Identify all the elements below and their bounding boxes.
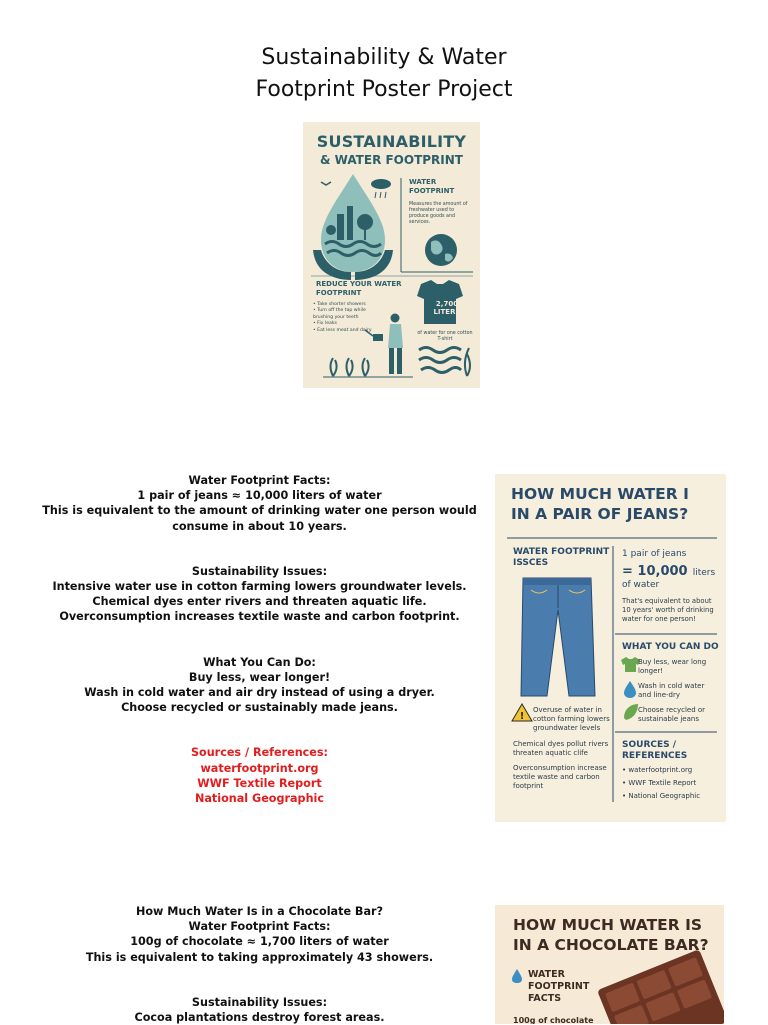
water-drop-icon <box>512 969 522 983</box>
actions-section <box>28 655 491 716</box>
facts-section <box>28 473 491 534</box>
jeans-poster <box>495 474 726 822</box>
page-title <box>0 42 768 106</box>
list-item: Intensive water use in cotton farming lowers groundwater levels. <box>52 580 467 594</box>
water-footprint-heading: WATER FOOTPRINT <box>409 178 455 195</box>
source-link[interactable]: waterfootprint.org <box>200 761 319 775</box>
issues-section <box>28 564 491 625</box>
building-icon <box>347 206 353 240</box>
list-item: Chemical dyes enter rivers and threaten aquatic life. <box>92 595 427 609</box>
list-item: Choose recycled or sustainably made jeans. <box>121 701 398 715</box>
list-item: Buy less, wear long longer! <box>638 658 707 675</box>
facts-line: This is equivalent to the amount of drinking water one person would consume in about 10 years. <box>42 504 477 533</box>
what-you-can-do-heading: WHAT YOU CAN DO <box>622 642 719 652</box>
list-item: • Fix leaks <box>313 321 381 327</box>
jeans-poster-title: HOW MUCH WATER I IN A PAIR OF JEANS? <box>511 485 689 523</box>
sources-heading: Sources / References: <box>190 746 329 760</box>
facts-heading: Water Footprint Facts: <box>188 920 331 934</box>
tree-icon <box>326 225 336 235</box>
plant-icon <box>331 358 337 376</box>
chocolate-poster <box>495 905 724 1024</box>
list-item: Overconsumption increases textile waste and carbon footprint. <box>59 610 460 624</box>
facts-section <box>28 904 491 965</box>
list-item: • Take shorter showers <box>313 302 381 308</box>
section-title: How Much Water Is in a Chocolate Bar? <box>135 905 384 918</box>
list-item: • waterfootprint.org <box>622 766 693 774</box>
poster-title-line-2: & WATER FOOTPRINT <box>319 153 463 167</box>
bird-icon <box>321 182 331 185</box>
water-footprint-description: Measures the amount of freshwater used to produce goods and services. <box>409 202 468 225</box>
jeans-text-block <box>28 473 491 806</box>
issues-section <box>28 995 491 1025</box>
list-item: • Eat less meat and dairy <box>313 328 381 334</box>
sustainability-poster <box>303 122 480 388</box>
water-drop-icon <box>624 681 636 698</box>
watering-can-icon <box>373 334 383 341</box>
sources-heading: SOURCES / REFERENCES <box>622 740 688 761</box>
water-footprint-heading: WATER FOOTPRINT ISSCES <box>513 547 610 568</box>
list-item: Buy less, wear longer! <box>188 670 331 684</box>
chocolate-bar-icon <box>597 949 724 1024</box>
list-item: • WWF Textile Report <box>622 779 697 787</box>
list-item: • National Geographic <box>622 792 701 800</box>
facts-line: 1 pair of jeans ≈ 10,000 liters of water <box>137 489 382 503</box>
facts-line: This is equivalent to taking approximately 43 showers. <box>85 950 434 964</box>
chocolate-text-block <box>28 904 491 1025</box>
page-title-line-1: Sustainability & Water <box>261 45 507 70</box>
shirt-liters: 2,700 LITERS <box>433 300 461 316</box>
person-icon <box>391 314 400 323</box>
list-item: • Turn off the tap while brushing your teeth <box>313 308 381 321</box>
jeans-fact: 1 pair of jeans = 10,000 liters of water That's equivalent to about 10 years' worth of drinking water for one person! <box>622 549 716 623</box>
reduce-heading: REDUCE YOUR WATER FOOTPRINT <box>316 280 402 297</box>
svg-text:!: ! <box>519 711 525 722</box>
sources-section <box>28 745 491 806</box>
chocolate-fact: 100g of chocolate <box>513 1016 594 1024</box>
chocolate-poster-title: HOW MUCH WATER IS IN A CHOCOLATE BAR? <box>513 916 709 954</box>
shirt-caption: of water for one cotton T-shirt <box>417 331 473 342</box>
sources-list <box>622 766 718 805</box>
actions-heading: What You Can Do: <box>203 655 316 669</box>
plant-icon <box>363 358 369 376</box>
facts-line: 100g of chocolate ≈ 1,700 liters of water <box>130 935 389 949</box>
issues-heading: Sustainability Issues: <box>191 995 328 1009</box>
list-item: Cocoa plantations destroy forest areas. <box>134 1011 385 1025</box>
plant-icon <box>465 348 470 376</box>
source-link[interactable]: National Geographic <box>195 792 324 806</box>
issues-heading: Sustainability Issues: <box>191 564 328 578</box>
list-item: Chemical dyes pollut rivers threaten aquatic clife <box>513 740 609 757</box>
list-item: Overconsumption increase textile waste and carbon footprint <box>513 764 607 790</box>
water-footprint-heading: WATER FOOTPRINT FACTS <box>528 969 590 1004</box>
tips-list <box>313 302 381 334</box>
facts-heading: Water Footprint Facts: <box>188 474 331 487</box>
list-item: Wash in cold water and line-dry <box>638 682 705 699</box>
leaf-icon <box>624 704 638 720</box>
source-link[interactable]: WWF Textile Report <box>197 776 322 790</box>
building-icon <box>337 214 344 240</box>
cloud-icon <box>371 179 391 189</box>
list-item: Overuse of water in cotton farming lowers groundwater levels <box>533 706 610 732</box>
poster-title-line-1: SUSTAINABILITY <box>316 132 467 151</box>
list-item: Choose recycled or sustainable jeans <box>638 706 706 723</box>
plant-icon <box>347 358 353 376</box>
list-item: Wash in cold water and air dry instead of using a dryer. <box>84 686 435 700</box>
page-title-line-2: Footprint Poster Project <box>255 77 513 102</box>
